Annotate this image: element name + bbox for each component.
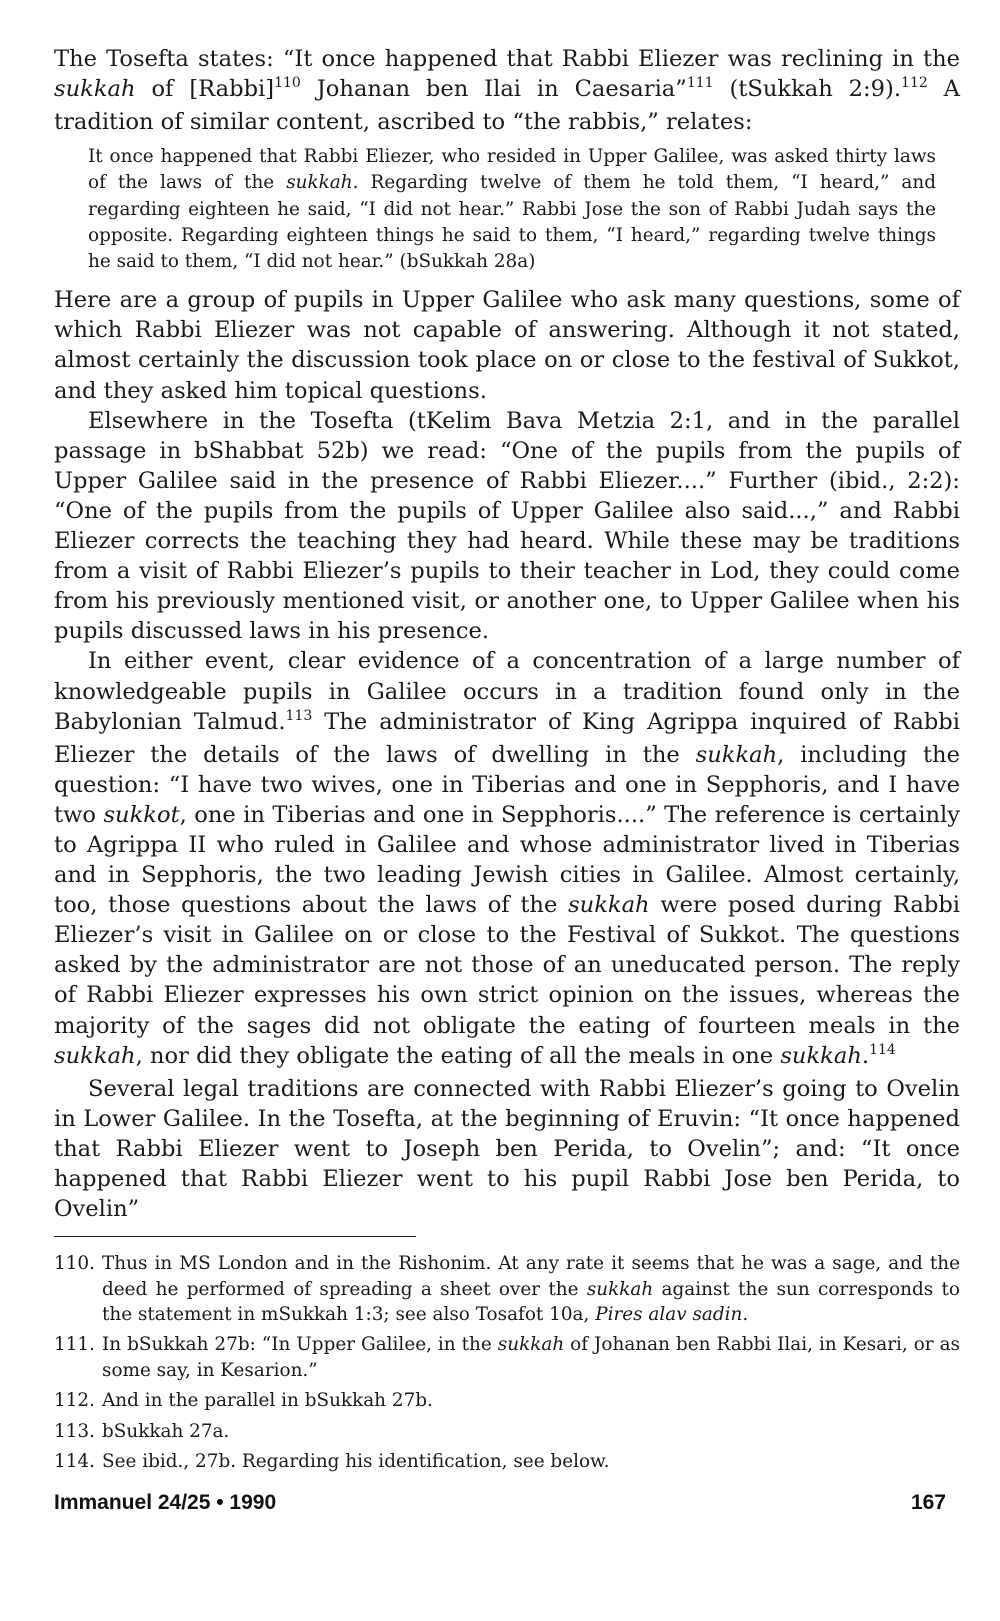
- italic-term: sukkah: [568, 892, 650, 919]
- text-run: .: [861, 1042, 870, 1069]
- paragraph-3: Elsewhere in the Tosefta (tKelim Bava Metzia 2:1, and in the parallel passage in bShabbat 52b) we read: “One of the pupils from the pupils of Upper Galilee said in the presence of Rabbi Eliezer....” Further (ibid., 2:2): “One of the pupils from the pupils of Upper Galilee also said...,” and Rabbi Eliezer corrects the teaching they had heard. While these may be traditions from a visit of Rabbi Eliezer’s pupils to their teacher in Lod, they could come from his previously mentioned visit, or another one, to Upper Galilee when his pupils discussed laws in his presence.: [54, 407, 960, 645]
- paragraph-2: Here are a group of pupils in Upper Galilee who ask many questions, some of which Rabbi Eliezer was not capable of answering. Although it not stated, almost certainly the discussion took place on or close to the festival of Sukkot, and they asked him topical questions.: [54, 287, 960, 404]
- italic-term: sukkah: [286, 172, 353, 194]
- footnote-114: [54, 1449, 960, 1474]
- footnote-ref[interactable]: 110: [274, 75, 301, 92]
- italic-term: sukkah: [780, 1042, 862, 1069]
- journal-citation: Immanuel 24/25 • 1990: [54, 1491, 277, 1514]
- footnote-111: [54, 1332, 960, 1383]
- footnote-divider: [54, 1236, 416, 1237]
- text-run: The Tosefta states: “It once happened that Rabbi Eliezer was reclining in the: [54, 46, 960, 72]
- italic-term: sukkah: [54, 1042, 136, 1069]
- footnote-number: 110.: [54, 1253, 95, 1275]
- footnote-number: 114.: [54, 1451, 95, 1473]
- text-run: , one in Tiberias and one in Sepphoris....” The reference is certainly to Agrippa II who ruled in Galilee and whose administrator lived in Tiberias and in Sepphoris, the two leading Jewish cities in Galilee. Almost certainly, too, those questions about the laws of the: [54, 801, 960, 919]
- italic-term: sukkah: [497, 1334, 565, 1356]
- text-run: And in the parallel in bSukkah 27b.: [102, 1390, 433, 1412]
- text-run: of [Rabbi]: [135, 76, 275, 103]
- text-run: of Johanan ben Rabbi Ilai, in Kesari, or as some say, in Kesarion.”: [102, 1334, 960, 1381]
- footnote-ref[interactable]: 111: [686, 75, 714, 92]
- footnote-ref[interactable]: 112: [901, 75, 928, 92]
- paragraph-5: Several legal traditions are connected with Rabbi Eliezer’s going to Ovelin in Lower Galilee. In the Tosefta, at the beginning of Eruvin: “It once happened that Rabbi Eliezer went to Joseph ben Perida, to Ovelin”; and: “It once happened that Rabbi Eliezer went to his pupil Rabbi Jose ben Perida, to Ovelin”: [54, 1075, 960, 1223]
- text-run: . Regarding twelve of them he told them, “I heard,” and regarding eighteen he said, “I did not hear.” Rabbi Jose the son of Rabbi Judah says the opposite. Regarding eighteen things he said to them, “I heard,” regarding twelve things he said to them, “I did not hear.” (bSukkah 28a): [88, 172, 936, 273]
- footnote-number: 112.: [54, 1390, 95, 1412]
- italic-term: sukkot: [103, 801, 180, 828]
- footnote-number: 113.: [54, 1420, 95, 1442]
- italic-term: Pires alav sadin.: [595, 1304, 749, 1326]
- italic-term: sukkah: [695, 741, 778, 768]
- footnote-113: [54, 1419, 960, 1444]
- footnote-ref[interactable]: 114: [869, 1041, 896, 1058]
- paragraph-4: [54, 646, 960, 1073]
- text-run: Thus in MS London and in the Rishonim. At any rate it seems that he was a sage, and the deed he performed of spreading a sheet over the: [102, 1253, 960, 1300]
- page-body: [54, 44, 960, 1479]
- text-run: A tradition of similar content, ascribed to “the rabbis,” relates:: [54, 76, 960, 136]
- page-number: 167: [910, 1491, 946, 1514]
- text-run: bSukkah 27a.: [102, 1420, 230, 1442]
- text-run: , including the question: “I have two wives, one in Tiberias and one in Sepphoris, and I have two: [54, 741, 960, 828]
- footnote-112: [54, 1388, 960, 1413]
- text-run: Johanan ben Ilai in Caesaria”: [300, 76, 687, 103]
- text-run: The administrator of King Agrippa inquired of Rabbi Eliezer the details of the laws of dwelling in the: [54, 708, 960, 768]
- text-run: (tSukkah 2:9).: [713, 76, 902, 103]
- footnote-number: 111.: [54, 1334, 95, 1356]
- text-run: were posed during Rabbi Eliezer’s visit in Galilee on or close to the Festival of Sukkot. The questions asked by the administrator are not those of an uneducated person. The reply of Rabbi Eliezer expresses his own strict opinion on the issues, whereas the majority of the sages did not obligate the eating of fourteen meals in the: [54, 892, 961, 1039]
- text-run: against the sun corresponds to the statement in mSukkah 1:3; see also Tosafot 10a,: [102, 1278, 960, 1326]
- text-run: In bSukkah 27b: “In Upper Galilee, in the: [102, 1334, 498, 1356]
- footnotes-section: [54, 1236, 960, 1474]
- text-run: It once happened that Rabbi Eliezer, who resided in Upper Galilee, was asked thirty laws of the laws of the: [88, 146, 936, 194]
- text-run: , nor did they obligate the eating of all the meals in one: [135, 1042, 781, 1069]
- paragraph-1: [54, 44, 960, 137]
- italic-term: sukkah: [586, 1278, 654, 1300]
- footnote-ref[interactable]: 113: [285, 707, 313, 724]
- page-footer: [54, 1491, 946, 1515]
- italic-term: sukkah: [54, 76, 136, 103]
- text-run: See ibid., 27b. Regarding his identification, see below.: [102, 1451, 610, 1473]
- text-run: In either event, clear evidence of a concentration of a large number of knowledgeable pupils in Galilee occurs in a tradition found only in the Babylonian Talmud.: [54, 648, 960, 735]
- footnote-110: [54, 1251, 960, 1327]
- block-quote: [54, 144, 960, 275]
